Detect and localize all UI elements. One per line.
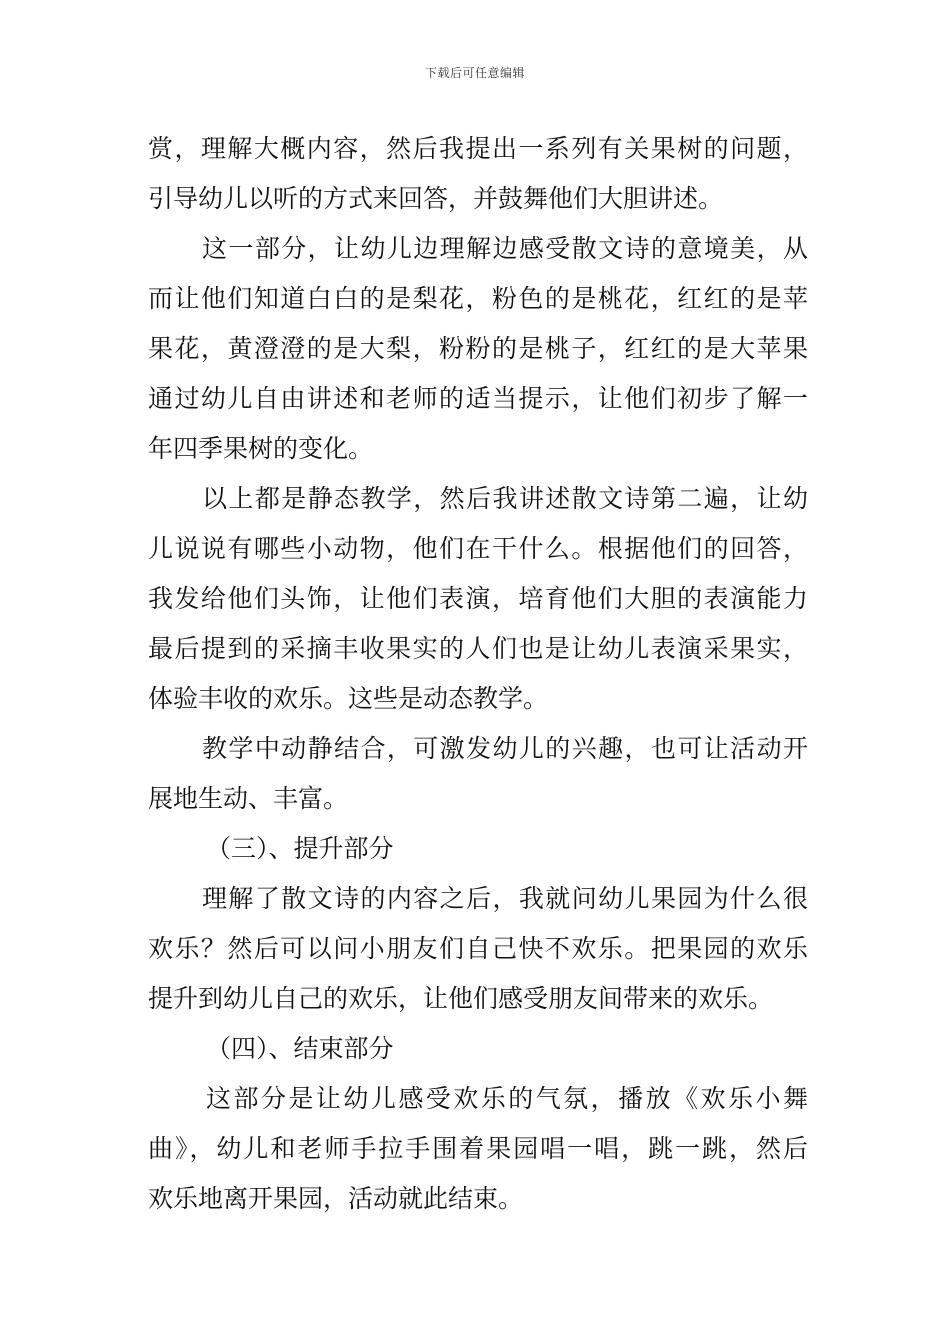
text-line: 曲》，幼儿和老师手拉手围着果园唱一唱，跳一跳，然后 — [148, 1134, 808, 1163]
text-line: 欢乐？然后可以问小朋友们自己快不欢乐。把果园的欢乐 — [148, 934, 808, 963]
text-line: 果花，黄澄澄的是大梨，粉粉的是桃子，红红的是大苹果 — [148, 334, 808, 363]
text-line: 最后提到的采摘丰收果实的人们也是让幼儿表演采果实， — [148, 634, 808, 663]
text-line: 体验丰收的欢乐。这些是动态教学。 — [148, 684, 549, 713]
paragraph-start-line: 这一部分，让幼儿边理解边感受散文诗的意境美，从 — [202, 234, 808, 263]
text-line: 我发给他们头饰，让他们表演，培育他们大胆的表演能力 — [148, 584, 808, 613]
text-line: 儿说说有哪些小动物，他们在干什么。根据他们的回答， — [148, 534, 808, 563]
text-line: 提升到幼儿自己的欢乐，让他们感受朋友间带来的欢乐。 — [148, 984, 774, 1013]
paragraph-start-line: 这部分是让幼儿感受欢乐的气氛，播放《欢乐小舞 — [206, 1084, 808, 1113]
text-line: 年四季果树的变化。 — [148, 434, 374, 463]
text-line: 展地生动、丰富。 — [148, 784, 349, 813]
paragraph-start-line: 以上都是静态教学，然后我讲述散文诗第二遍，让幼 — [202, 484, 808, 513]
text-line: 赏，理解大概内容，然后我提出一系列有关果树的问题， — [148, 134, 808, 163]
page-header: 下载后可任意编辑 — [424, 66, 525, 80]
text-line: 欢乐地离开果园，活动就此结束。 — [148, 1184, 524, 1213]
text-line: 通过幼儿自由讲述和老师的适当提示，让他们初步了解一 — [148, 384, 808, 413]
text-line: 而让他们知道白白的是梨花，粉色的是桃花，红红的是苹 — [148, 284, 808, 313]
text-line: 引导幼儿以听的方式来回答，并鼓舞他们大胆讲述。 — [148, 184, 724, 213]
paragraph-start-line: 教学中动静结合，可激发幼儿的兴趣，也可让活动开 — [202, 734, 808, 763]
paragraph-start-line: 理解了散文诗的内容之后，我就问幼儿果园为什么很 — [202, 884, 808, 913]
body-text — [148, 124, 808, 1224]
section-heading-4: （四）、结束部分 — [206, 1034, 394, 1063]
section-heading-3: （三）、提升部分 — [206, 834, 394, 863]
